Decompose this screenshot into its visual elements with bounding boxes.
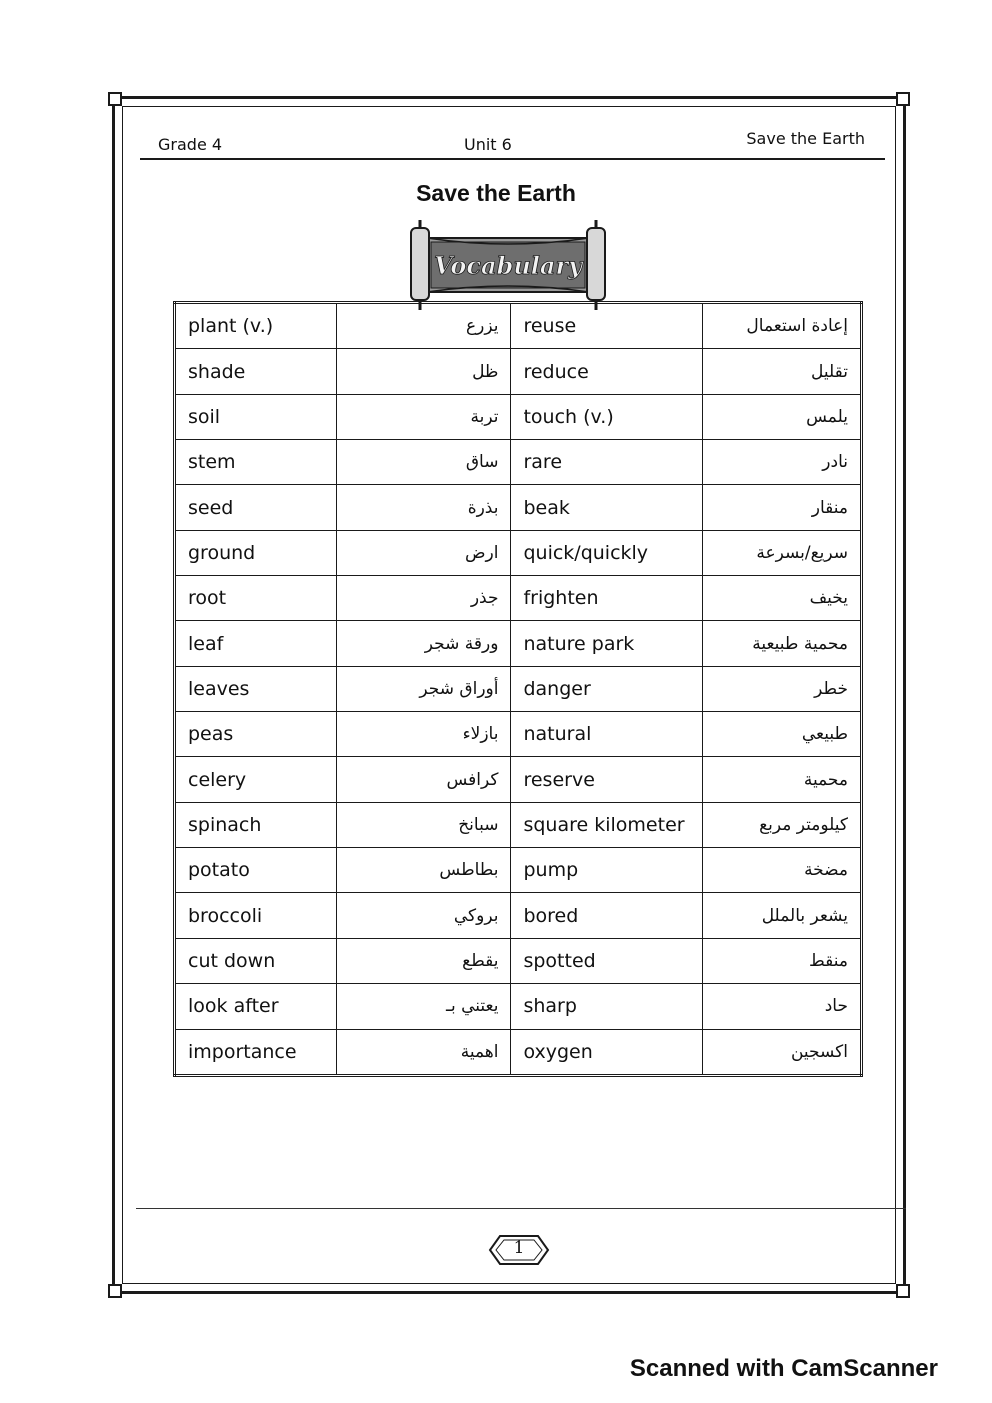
table-row <box>175 802 862 847</box>
arabic-translation: منقار <box>702 485 861 530</box>
table-row <box>175 530 862 575</box>
english-word: beak <box>511 485 702 530</box>
english-word: shade <box>175 349 337 394</box>
english-word: peas <box>175 712 337 757</box>
page-number: 1 <box>513 1238 525 1258</box>
arabic-translation: يخيف <box>702 576 861 621</box>
english-word: natural <box>511 712 702 757</box>
english-word: frighten <box>511 576 702 621</box>
english-word: spotted <box>511 938 702 983</box>
english-word: seed <box>175 485 337 530</box>
english-word: broccoli <box>175 893 337 938</box>
table-row <box>175 303 862 349</box>
table-row <box>175 984 862 1029</box>
english-word: reduce <box>511 349 702 394</box>
vocabulary-table-body <box>175 303 862 1076</box>
header-grade: Grade 4 <box>158 135 223 154</box>
arabic-translation: كيلومتر مربع <box>702 802 861 847</box>
header-topic: Save the Earth <box>746 129 865 148</box>
english-word: oxygen <box>511 1029 702 1075</box>
table-row <box>175 893 862 938</box>
arabic-translation: مضخة <box>702 848 861 893</box>
english-word: celery <box>175 757 337 802</box>
english-word: sharp <box>511 984 702 1029</box>
english-word: bored <box>511 893 702 938</box>
arabic-translation: سريع/بسرعة <box>702 530 861 575</box>
arabic-translation: يعتني بـ <box>336 984 511 1029</box>
arabic-translation: طبيعي <box>702 712 861 757</box>
english-word: ground <box>175 530 337 575</box>
table-row <box>175 349 862 394</box>
english-word: potato <box>175 848 337 893</box>
arabic-translation: سبانخ <box>336 802 511 847</box>
page-title: Save the Earth <box>416 180 576 206</box>
english-word: nature park <box>511 621 702 666</box>
english-word: soil <box>175 394 337 439</box>
table-row <box>175 712 862 757</box>
arabic-translation: بذرة <box>336 485 511 530</box>
english-word: leaves <box>175 666 337 711</box>
arabic-translation: محمية <box>702 757 861 802</box>
frame-corner-top-left <box>108 92 122 106</box>
english-word: leaf <box>175 621 337 666</box>
arabic-translation: يلمس <box>702 394 861 439</box>
page-number-badge <box>488 1232 550 1268</box>
arabic-translation: جذر <box>336 576 511 621</box>
arabic-translation: بازلاء <box>336 712 511 757</box>
arabic-translation: بروكي <box>336 893 511 938</box>
english-word: rare <box>511 440 702 485</box>
english-word: reuse <box>511 303 702 349</box>
table-row <box>175 394 862 439</box>
arabic-translation: خطر <box>702 666 861 711</box>
english-word: stem <box>175 440 337 485</box>
arabic-translation: أوراق شجر <box>336 666 511 711</box>
table-row <box>175 621 862 666</box>
frame-corner-bottom-right <box>896 1284 910 1298</box>
table-row <box>175 938 862 983</box>
english-word: spinach <box>175 802 337 847</box>
arabic-translation: بطاطس <box>336 848 511 893</box>
frame-corner-top-right <box>896 92 910 106</box>
english-word: root <box>175 576 337 621</box>
arabic-translation: كرافس <box>336 757 511 802</box>
table-row <box>175 666 862 711</box>
table-row <box>175 1029 862 1075</box>
table-row <box>175 440 862 485</box>
arabic-translation: منقط <box>702 938 861 983</box>
arabic-translation: حاد <box>702 984 861 1029</box>
english-word: danger <box>511 666 702 711</box>
arabic-translation: اهمية <box>336 1029 511 1075</box>
english-word: plant (v.) <box>175 303 337 349</box>
footer-divider <box>136 1208 906 1209</box>
vocabulary-table <box>173 301 863 1077</box>
english-word: pump <box>511 848 702 893</box>
page-header <box>140 126 885 160</box>
arabic-translation: ساق <box>336 440 511 485</box>
banner-label: Vocabulary <box>433 251 583 280</box>
english-word: look after <box>175 984 337 1029</box>
table-row <box>175 848 862 893</box>
english-word: square kilometer <box>511 802 702 847</box>
header-unit: Unit 6 <box>464 135 512 154</box>
table-row <box>175 485 862 530</box>
english-word: importance <box>175 1029 337 1075</box>
arabic-translation: يزرع <box>336 303 511 349</box>
arabic-translation: تقليل <box>702 349 861 394</box>
vocabulary-scroll-banner <box>405 218 611 312</box>
table-row <box>175 757 862 802</box>
arabic-translation: نادر <box>702 440 861 485</box>
arabic-translation: ارض <box>336 530 511 575</box>
frame-corner-bottom-left <box>108 1284 122 1298</box>
arabic-translation: محمية طبيعية <box>702 621 861 666</box>
english-word: cut down <box>175 938 337 983</box>
arabic-translation: تربة <box>336 394 511 439</box>
english-word: touch (v.) <box>511 394 702 439</box>
arabic-translation: ورقة شجر <box>336 621 511 666</box>
arabic-translation: إعادة استعمال <box>702 303 861 349</box>
arabic-translation: يقطع <box>336 938 511 983</box>
arabic-translation: اكسجين <box>702 1029 861 1075</box>
camscanner-watermark: Scanned with CamScanner <box>629 1355 938 1382</box>
arabic-translation: ظل <box>336 349 511 394</box>
english-word: reserve <box>511 757 702 802</box>
arabic-translation: يشعر بالملل <box>702 893 861 938</box>
table-row <box>175 576 862 621</box>
english-word: quick/quickly <box>511 530 702 575</box>
